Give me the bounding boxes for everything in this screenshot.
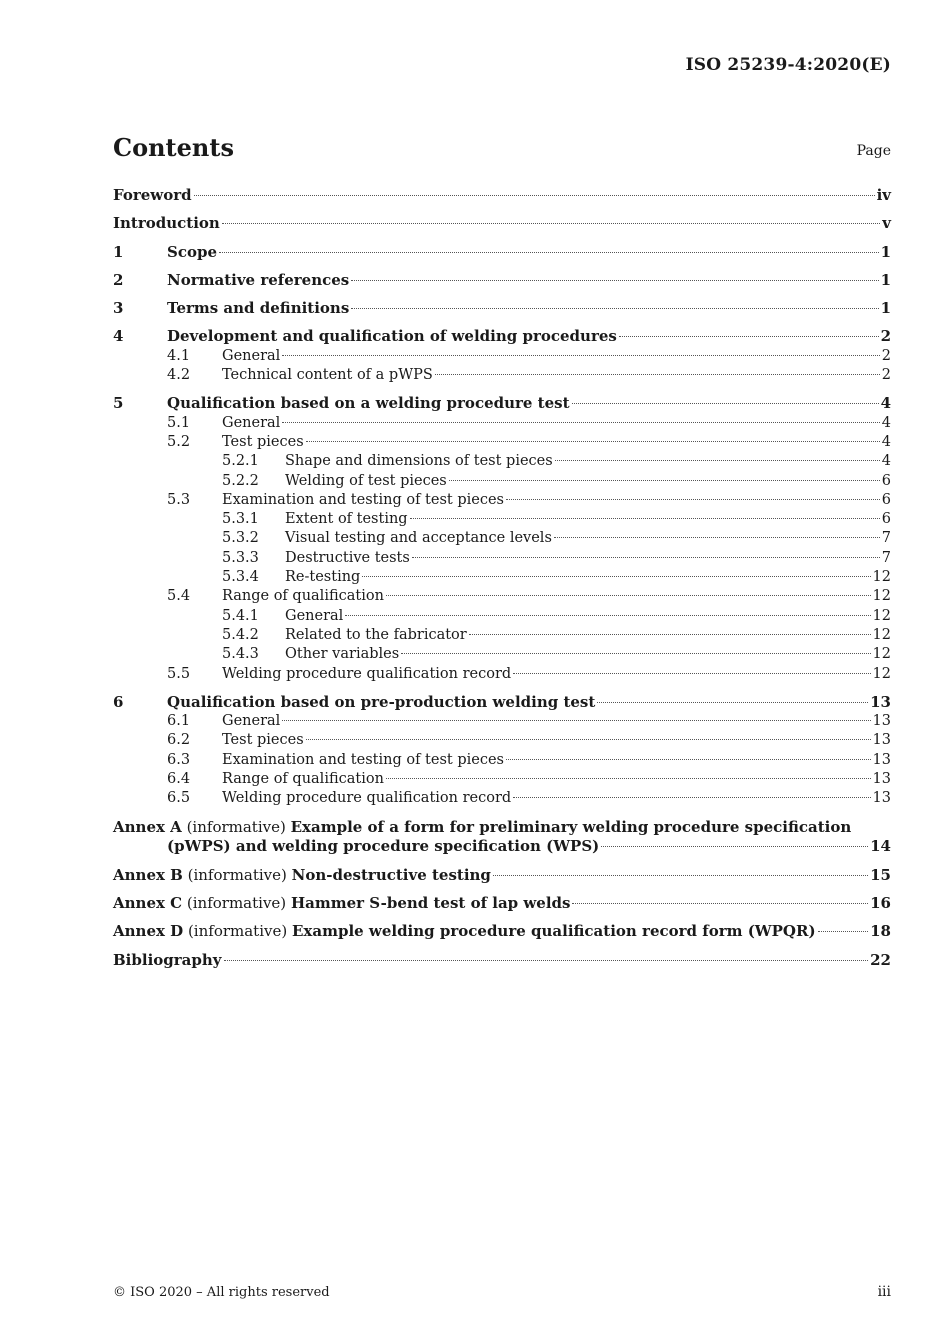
toc-entry-number: 5.2.2	[222, 472, 259, 489]
toc-entry-number: 4.2	[167, 367, 191, 384]
toc-entry-page: 13	[870, 692, 891, 711]
annex-heading	[113, 922, 816, 941]
annex-type: (informative)	[187, 865, 287, 884]
dot-leader	[555, 460, 880, 461]
toc-entry-page: 6	[881, 491, 891, 508]
toc-entry[interactable]	[113, 789, 891, 808]
annex-label: Annex D	[113, 922, 184, 941]
annex-heading	[113, 866, 491, 885]
bibliography-title: Bibliography	[113, 950, 222, 969]
toc-entry[interactable]	[113, 243, 891, 262]
toc-entry-number: 5.1	[167, 414, 191, 431]
toc-entry-title: Range of qualification	[222, 588, 384, 605]
toc-entry-title: Qualification based on a welding procedure test	[167, 394, 570, 413]
toc-entry-number: 2	[113, 270, 124, 289]
toc-entry-number: 1	[113, 242, 124, 261]
annex-title: Non-destructive testing	[291, 865, 491, 884]
page-number: iii	[877, 1284, 891, 1300]
toc-entry-number: 6.3	[167, 751, 191, 768]
annex-continuation-line	[113, 837, 891, 857]
toc-entry[interactable]	[113, 347, 891, 366]
toc-entry-page: 1	[880, 242, 891, 261]
annex-label: Annex B	[113, 865, 183, 884]
toc-entry-page: 13	[872, 713, 891, 730]
annex-type: (informative)	[186, 817, 286, 836]
toc-entry-page: 13	[872, 732, 891, 749]
toc-entry-title: Development and qualification of welding procedures	[167, 327, 617, 346]
dot-leader	[410, 518, 880, 519]
annex-line	[113, 866, 891, 885]
copyright-notice: © ISO 2020 – All rights reserved	[113, 1285, 330, 1300]
toc-entry[interactable]	[113, 626, 891, 645]
dot-leader	[401, 653, 870, 654]
toc-entry-title: Shape and dimensions of test pieces	[285, 453, 553, 470]
toc-entry-title: Normative references	[167, 270, 350, 289]
toc-entry-page: 7	[881, 549, 891, 566]
toc-annex-entry[interactable]	[113, 866, 891, 885]
page-column-label: Page	[856, 143, 891, 159]
toc-entry-title: Scope	[167, 242, 218, 261]
toc-entry-title: General	[222, 347, 281, 364]
toc-entry[interactable]	[113, 529, 891, 548]
toc-entry-page: 4	[881, 453, 891, 470]
toc-annex-entry[interactable]	[113, 922, 891, 941]
dot-leader	[513, 797, 870, 798]
toc-entry-page: 4	[881, 414, 891, 431]
dot-leader	[506, 499, 880, 500]
annex-title: Example welding procedure qualification record form (WPQR)	[292, 922, 816, 941]
toc-annex-entry[interactable]	[113, 818, 891, 857]
toc-annex-entry[interactable]	[113, 894, 891, 913]
toc-entry[interactable]	[113, 770, 891, 789]
toc-entry-number: 5.3	[167, 491, 191, 508]
toc-entry-number: 4	[113, 327, 124, 346]
toc-entry-page: 1	[880, 299, 891, 318]
toc-entry-page: v	[882, 214, 891, 233]
annex-title-line2: (pWPS) and welding procedure specification (WPS)	[167, 837, 600, 856]
toc-entry-page: 6	[881, 472, 891, 489]
dot-leader	[493, 875, 868, 876]
toc-entry[interactable]	[113, 271, 891, 290]
toc-entry-page: 14	[870, 837, 891, 856]
toc-entry[interactable]	[113, 665, 891, 684]
dot-leader	[351, 308, 878, 309]
toc-entry-number: 5.4	[167, 588, 191, 605]
toc-entry-page: 1	[880, 270, 891, 289]
toc-entry-title: Qualification based on pre-production welding test	[167, 692, 596, 711]
toc-entry-number: 5.2	[167, 433, 191, 450]
dot-leader	[601, 846, 868, 847]
toc-entry-page: 15	[870, 865, 891, 884]
toc-entry-title: General	[285, 607, 344, 624]
toc-entry-page: 12	[872, 607, 891, 624]
toc-entry-page: 2	[881, 347, 891, 364]
dot-leader	[554, 537, 880, 538]
dot-leader	[469, 634, 871, 635]
dot-leader	[282, 720, 870, 721]
toc-entry[interactable]	[113, 452, 891, 471]
toc-entry[interactable]	[113, 568, 891, 587]
toc-entry-title: Welding of test pieces	[285, 472, 447, 489]
toc-entry-page: 4	[881, 433, 891, 450]
toc-entry[interactable]	[113, 214, 891, 233]
toc-entry-number: 5.4.2	[222, 626, 259, 643]
dot-leader	[194, 195, 875, 196]
toc-entry-number: 4.1	[167, 347, 191, 364]
dot-leader	[345, 615, 870, 616]
dot-leader	[224, 960, 869, 961]
document-standard-id: ISO 25239-4:2020(E)	[685, 55, 891, 75]
toc-entry-page: 12	[872, 569, 891, 586]
toc-entry[interactable]	[113, 712, 891, 731]
dot-leader	[219, 252, 879, 253]
dot-leader	[282, 355, 879, 356]
toc-entry[interactable]	[113, 693, 891, 712]
toc-entry-title: Welding procedure qualification record	[222, 790, 512, 807]
toc-entry[interactable]	[113, 607, 891, 626]
annex-title-line1: Example of a form for preliminary welding procedure specification	[290, 817, 852, 836]
toc-entry[interactable]	[113, 472, 891, 491]
toc-entry-page: 12	[872, 626, 891, 643]
dot-leader	[597, 702, 868, 703]
dot-leader	[306, 441, 880, 442]
toc-entry-title: Examination and testing of test pieces	[222, 751, 504, 768]
toc-entry-number: 5.4.1	[222, 607, 259, 624]
toc-entry-title: Re-testing	[285, 569, 361, 586]
dot-leader	[513, 673, 870, 674]
toc-entry-page: 4	[880, 394, 891, 413]
dot-leader	[386, 595, 871, 596]
dot-leader	[572, 903, 868, 904]
annex-line	[113, 894, 891, 913]
toc-entry-number: 5.5	[167, 665, 191, 682]
toc-entry[interactable]	[113, 186, 891, 205]
toc-entry-title: Related to the fabricator	[285, 626, 467, 643]
dot-leader	[351, 280, 878, 281]
toc-entry-title: Technical content of a pWPS	[222, 367, 433, 384]
dot-leader	[619, 336, 879, 337]
dot-leader	[362, 576, 870, 577]
toc-entry-title: Extent of testing	[285, 511, 408, 528]
table-of-contents	[113, 186, 891, 970]
dot-leader	[222, 223, 880, 224]
toc-entry[interactable]	[113, 327, 891, 346]
annex-label: Annex C	[113, 893, 183, 912]
toc-entry-number: 6.2	[167, 732, 191, 749]
toc-entry-page: 13	[872, 751, 891, 768]
toc-entry-number: 5.3.3	[222, 549, 259, 566]
toc-entry-title: Test pieces	[222, 732, 304, 749]
toc-entry-page: 2	[881, 367, 891, 384]
toc-entry-title: Test pieces	[222, 433, 304, 450]
toc-entry-number: 5.3.2	[222, 530, 259, 547]
dot-leader	[818, 931, 869, 932]
toc-entry[interactable]	[113, 299, 891, 318]
toc-entry-number: 5	[113, 394, 124, 413]
toc-entry-number: 6.5	[167, 790, 191, 807]
annex-line	[113, 922, 891, 941]
toc-entry-title: Introduction	[113, 214, 220, 233]
toc-entry[interactable]	[113, 751, 891, 770]
toc-entry-number: 5.3.4	[222, 569, 259, 586]
toc-entry-page: 12	[872, 646, 891, 663]
toc-entry-title: General	[222, 414, 281, 431]
toc-bibliography[interactable]	[113, 951, 891, 970]
annex-title: Hammer S-bend test of lap welds	[290, 893, 571, 912]
toc-entry-title: Welding procedure qualification record	[222, 665, 512, 682]
toc-entry-page: 7	[881, 530, 891, 547]
toc-entry-number: 5.4.3	[222, 646, 259, 663]
toc-entry-page: iv	[876, 186, 891, 204]
dot-leader	[412, 557, 880, 558]
toc-entry-title: Foreword	[113, 186, 192, 204]
toc-entry[interactable]	[113, 510, 891, 529]
toc-entry[interactable]	[113, 433, 891, 452]
toc-entry-page: 16	[870, 893, 891, 912]
toc-entry-number: 5.2.1	[222, 453, 259, 470]
toc-entry[interactable]	[113, 587, 891, 606]
toc-entry-title: Range of qualification	[222, 771, 384, 788]
dot-leader	[572, 403, 879, 404]
toc-entry-page: 18	[870, 922, 891, 941]
toc-entry-number: 5.3.1	[222, 511, 259, 528]
toc-entry-number: 6.1	[167, 713, 191, 730]
annex-type: (informative)	[187, 922, 288, 941]
dot-leader	[506, 759, 871, 760]
toc-entry[interactable]	[113, 394, 891, 413]
toc-entry[interactable]	[113, 414, 891, 433]
toc-entry-number: 3	[113, 299, 124, 318]
toc-entry-title: Destructive tests	[285, 549, 410, 566]
toc-entry-title: Examination and testing of test pieces	[222, 491, 504, 508]
toc-entry-title: Other variables	[285, 646, 400, 663]
toc-entry-page: 12	[872, 588, 891, 605]
toc-entry-page: 12	[872, 665, 891, 682]
contents-title: Contents	[113, 133, 234, 162]
dot-leader	[282, 422, 879, 423]
toc-entry-page: 6	[881, 511, 891, 528]
toc-entry-number: 6.4	[167, 771, 191, 788]
toc-entry-page: 22	[870, 950, 891, 969]
annex-label: Annex A	[113, 817, 182, 836]
toc-entry[interactable]	[113, 366, 891, 385]
annex-first-line	[113, 818, 891, 838]
dot-leader	[386, 778, 871, 779]
toc-entry-title: Visual testing and acceptance levels	[285, 530, 552, 547]
dot-leader	[435, 374, 880, 375]
toc-entry-number: 6	[113, 692, 124, 711]
toc-entry[interactable]	[113, 731, 891, 750]
dot-leader	[306, 739, 871, 740]
toc-entry-page: 13	[872, 771, 891, 788]
toc-entry-page: 13	[872, 790, 891, 807]
toc-entry[interactable]	[113, 549, 891, 568]
toc-entry-title: General	[222, 713, 281, 730]
toc-entry-page: 2	[880, 327, 891, 346]
toc-entry-title: Terms and definitions	[167, 299, 350, 318]
dot-leader	[449, 480, 880, 481]
toc-entry[interactable]	[113, 491, 891, 510]
annex-type: (informative)	[186, 893, 287, 912]
toc-entry[interactable]	[113, 645, 891, 664]
annex-heading	[113, 894, 570, 913]
